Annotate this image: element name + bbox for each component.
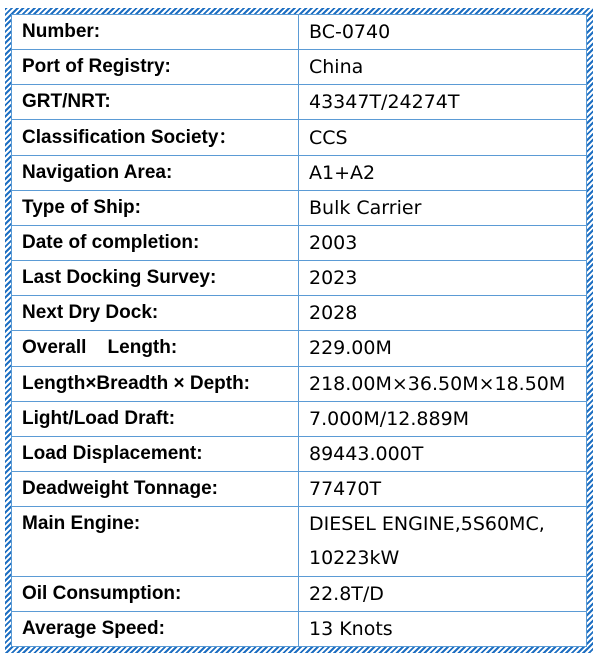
row-label: Classification Society：: [12, 120, 299, 155]
table-row: [12, 472, 587, 507]
row-label: Overall Length:: [12, 331, 299, 366]
row-value: A1+A2: [299, 155, 587, 190]
row-label: Load Displacement:: [12, 436, 299, 471]
value-line: 10223kW: [309, 547, 400, 570]
table-row: [12, 436, 587, 471]
row-value: 2003: [299, 225, 587, 260]
row-label: Average Speed:: [12, 611, 299, 646]
row-label: Date of completion:: [12, 225, 299, 260]
table-row: [12, 85, 587, 120]
row-value: CCS: [299, 120, 587, 155]
table-row: [12, 155, 587, 190]
row-label: Oil Consumption:: [12, 576, 299, 611]
row-label: Main Engine:: [12, 507, 299, 576]
row-value: 7.000M/12.889M: [299, 401, 587, 436]
row-label: Deadweight Tonnage:: [12, 472, 299, 507]
row-value: BC-0740: [299, 15, 587, 50]
row-value: 2023: [299, 261, 587, 296]
row-value: China: [299, 50, 587, 85]
row-value: 218.00M×36.50M×18.50M: [299, 366, 587, 401]
table-row: [12, 401, 587, 436]
row-label: GRT/NRT:: [12, 85, 299, 120]
row-value: 22.8T/D: [299, 576, 587, 611]
row-label: Port of Registry:: [12, 50, 299, 85]
row-label: Number:: [12, 15, 299, 50]
row-label: Type of Ship:: [12, 190, 299, 225]
row-label: Length×Breadth × Depth:: [12, 366, 299, 401]
row-value: 13 Knots: [299, 611, 587, 646]
row-label: Light/Load Draft:: [12, 401, 299, 436]
table-frame: [5, 8, 593, 653]
table-row: [12, 261, 587, 296]
table-row: [12, 50, 587, 85]
table-row: [12, 331, 587, 366]
table-row: [12, 225, 587, 260]
row-value: 77470T: [299, 472, 587, 507]
row-value: 43347T/24274T: [299, 85, 587, 120]
table-row: [12, 611, 587, 646]
row-value: 89443.000T: [299, 436, 587, 471]
row-value: 2028: [299, 296, 587, 331]
row-value: [299, 507, 587, 576]
row-label: Navigation Area:: [12, 155, 299, 190]
row-value: Bulk Carrier: [299, 190, 587, 225]
row-value: 229.00M: [299, 331, 587, 366]
ship-spec-table: [11, 14, 587, 647]
table-row: [12, 366, 587, 401]
table-row: [12, 15, 587, 50]
value-line: DIESEL ENGINE,5S60MC,: [309, 513, 545, 536]
row-label: Next Dry Dock:: [12, 296, 299, 331]
table-row: [12, 507, 587, 576]
table-row: [12, 576, 587, 611]
row-label: Last Docking Survey:: [12, 261, 299, 296]
table-row: [12, 190, 587, 225]
table-row: [12, 120, 587, 155]
table-row: [12, 296, 587, 331]
